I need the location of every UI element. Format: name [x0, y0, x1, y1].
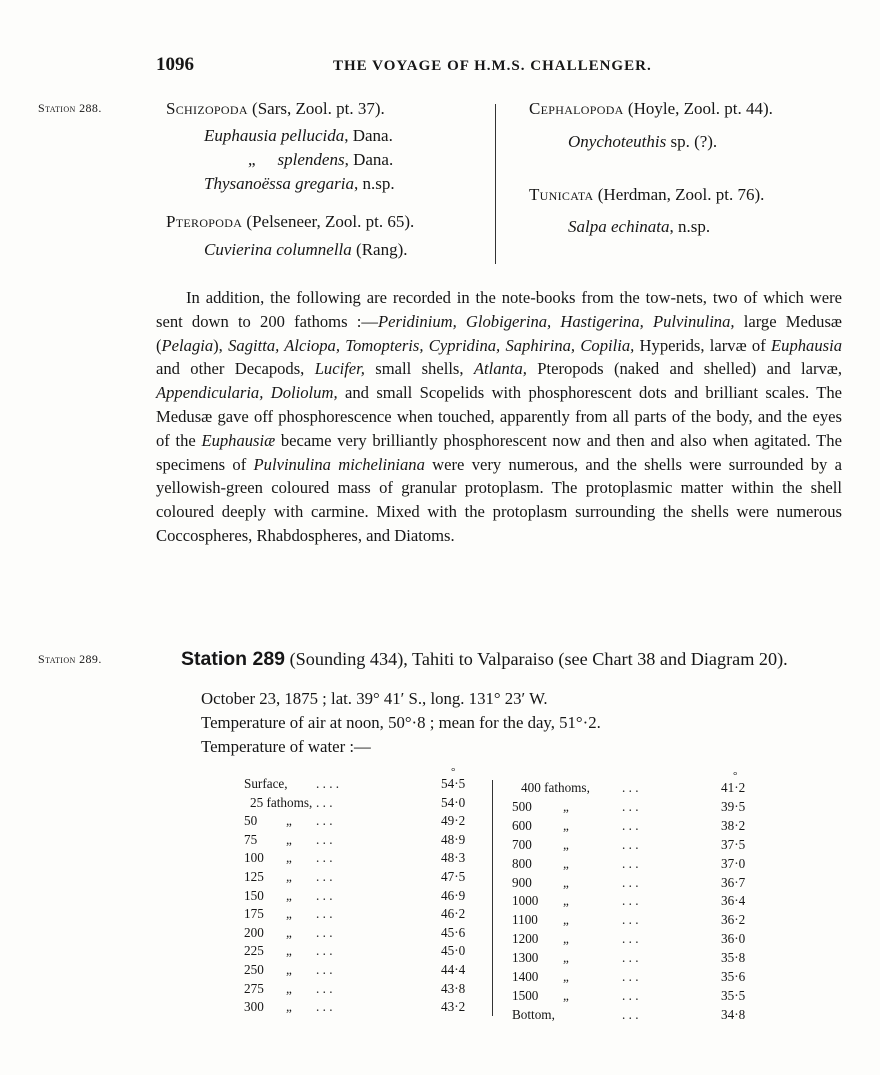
leader-dots: . . .	[622, 912, 639, 928]
species-line	[248, 150, 393, 170]
temperature-cell: 45·0	[441, 943, 466, 959]
species-line	[204, 126, 393, 146]
temperature-cell: 46·9	[441, 887, 466, 903]
group-name: Cephalopoda	[529, 99, 624, 118]
leader-dots: . . .	[316, 869, 333, 884]
depth-cell: Bottom,	[512, 1006, 555, 1022]
temperature-cell: 37·0	[721, 855, 746, 871]
leader-dots: . . .	[622, 780, 639, 795]
ditto-cell: „	[286, 850, 292, 866]
station-heading-bold: Station 289	[181, 648, 286, 670]
species-name: Salpa echinata	[568, 217, 670, 236]
air-temperature-line: Temperature of air at noon, 50°·8 ; mean for the day, 51°·2.	[201, 713, 601, 732]
species-author: , Dana.	[344, 126, 393, 145]
temperature-cell: 36·4	[721, 893, 746, 909]
table-row	[0, 856, 880, 874]
para-italic: Atlanta,	[473, 359, 527, 379]
depth-cell: 175	[244, 906, 264, 922]
temperature-cell: 38·2	[721, 817, 746, 833]
para-text: and other Decapods,	[156, 359, 315, 379]
species-author: sp. (?).	[666, 132, 718, 151]
para-italic: Sagitta, Alciopa, Tomopteris, Cypridina, Saphirina, Copilia,	[228, 335, 635, 355]
table-row	[0, 875, 880, 893]
table-row	[0, 799, 880, 817]
temperature-cell: 46·2	[441, 906, 466, 922]
depth-cell: 225	[244, 943, 264, 959]
ditto-cell: „	[286, 813, 292, 829]
ditto-cell: „	[563, 855, 569, 871]
temperature-cell: 43·2	[441, 999, 466, 1015]
temperature-cell: 45·6	[441, 924, 466, 940]
species-author: (Rang).	[351, 240, 408, 259]
para-text: Pteropods (naked and shelled) and larvæ,	[526, 359, 842, 379]
temperature-cell: 35·5	[721, 987, 746, 1003]
temperature-cell: 49·2	[441, 813, 466, 829]
running-title: THE VOYAGE OF H.M.S. CHALLENGER.	[333, 58, 652, 74]
depth-cell: 600	[512, 817, 532, 833]
ditto-cell: „	[286, 831, 292, 847]
margin-label-station-288: Station 288.	[38, 101, 102, 115]
temperature-cell: 36·2	[721, 912, 746, 928]
ditto-cell: „	[563, 912, 569, 928]
ditto-cell: „	[563, 798, 569, 814]
para-text: ),	[213, 335, 229, 355]
ditto-cell: „	[563, 836, 569, 852]
table-row	[0, 931, 880, 949]
depth-cell: 200	[244, 924, 264, 940]
depth-cell: 1200	[512, 931, 539, 947]
species-name: splendens	[277, 150, 345, 169]
species-name: Thysanoëssa gregaria	[204, 174, 355, 193]
table-divider	[492, 780, 493, 1016]
temperature-cell: 47·5	[441, 869, 466, 884]
para-text: Hyperids, larvæ of	[634, 335, 772, 355]
group-note: (Herdman, Zool. pt. 76).	[593, 185, 765, 204]
leader-dots: . . .	[622, 855, 639, 871]
taxon-tunicata	[529, 185, 764, 205]
para-text: small shells,	[364, 359, 474, 379]
temperature-cell: 37·5	[721, 836, 746, 852]
water-temperature-heading: Temperature of water :—	[201, 737, 371, 756]
date-position-line: October 23, 1875 ; lat. 39° 41′ S., long. 131° 23′ W.	[201, 689, 548, 708]
ditto-cell: „	[563, 969, 569, 984]
ditto-mark: „	[248, 150, 256, 169]
para-italic: Euphausiæ	[201, 430, 276, 450]
para-italic: Peridinium, Globigerina, Hastigerina, Pulvinulina,	[377, 311, 735, 331]
leader-dots: . . .	[316, 943, 333, 959]
leader-dots: . . . .	[316, 776, 340, 791]
temperature-cell: 41·2	[721, 780, 746, 795]
column-divider	[495, 104, 496, 264]
depth-cell: Surface,	[244, 776, 288, 791]
leader-dots: . . .	[622, 1006, 639, 1022]
leader-dots: . . .	[316, 924, 333, 940]
table-row	[0, 969, 880, 987]
depth-cell: 500	[512, 798, 532, 814]
temperature-cell: 34·8	[721, 1006, 746, 1022]
para-text: large Medusæ (	[156, 311, 842, 355]
temperature-cell: 35·8	[721, 950, 746, 966]
temperature-cell: 54·0	[441, 794, 466, 810]
ditto-cell: „	[286, 906, 292, 922]
leader-dots: . . .	[622, 817, 639, 833]
para-italic: Appendicularia, Doliolum,	[156, 383, 338, 403]
species-name: Cuvierina columnella	[204, 240, 352, 259]
page-number: 1096	[156, 54, 194, 75]
leader-dots: . . .	[622, 969, 639, 984]
margin-label-station-289: Station 289.	[38, 652, 102, 666]
leader-dots: . . .	[622, 836, 639, 852]
ditto-cell: „	[286, 869, 292, 884]
species-line	[204, 240, 408, 260]
depth-cell: 700	[512, 836, 532, 852]
depth-cell: 275	[244, 980, 264, 996]
species-author: , Dana.	[344, 150, 394, 169]
group-note: (Pelseneer, Zool. pt. 65).	[242, 212, 415, 231]
temperature-cell: 35·6	[721, 969, 746, 984]
depth-cell: 125	[244, 869, 264, 884]
group-name: Schizopoda	[166, 99, 248, 118]
leader-dots: . . .	[316, 980, 333, 996]
ditto-cell: „	[286, 887, 292, 903]
species-name: Euphausia pellucida	[204, 126, 345, 145]
leader-dots: . . .	[622, 931, 639, 947]
temperature-cell: 36·0	[721, 931, 746, 947]
group-name: Pteropoda	[166, 212, 243, 231]
station-heading-rest: (Sounding 434), Tahiti to Valparaiso (see Chart 38 and Diagram 20).	[285, 649, 788, 669]
tow-net-paragraph	[156, 286, 842, 548]
temperature-cell: 43·8	[441, 980, 466, 996]
ditto-cell: „	[286, 980, 292, 996]
para-italic: Pulvinulina micheliniana	[253, 454, 425, 474]
leader-dots: . . .	[316, 813, 333, 829]
depth-cell: 1000	[512, 893, 539, 909]
table-row	[0, 837, 880, 855]
depth-cell: 250	[244, 962, 264, 977]
ditto-cell: „	[286, 924, 292, 940]
temperature-cell: 39·5	[721, 798, 746, 814]
depth-cell: 900	[512, 874, 532, 890]
leader-dots: . . .	[316, 906, 333, 922]
species-name: Onychoteuthis	[568, 132, 667, 151]
ditto-cell: „	[563, 817, 569, 833]
depth-cell: 1300	[512, 950, 539, 966]
table-row	[0, 950, 880, 968]
leader-dots: . . .	[622, 798, 639, 814]
ditto-cell: „	[563, 987, 569, 1003]
para-text: became very brilliantly phosphorescent now and then and also when agitated. The specimens of	[156, 430, 842, 474]
leader-dots: . . .	[622, 950, 639, 966]
table-row	[0, 893, 880, 911]
para-italic: Euphausia	[771, 335, 843, 355]
table-row	[0, 912, 880, 930]
group-note: (Sars, Zool. pt. 37).	[247, 99, 385, 118]
leader-dots: . . .	[622, 893, 639, 909]
leader-dots: . . .	[316, 962, 333, 977]
species-author: , n.sp.	[354, 174, 395, 193]
leader-dots: . . .	[316, 850, 333, 866]
ditto-cell: „	[563, 950, 569, 966]
temperature-cell: 44·4	[441, 962, 466, 977]
para-text: In addition, the following are recorded in the note-books from the tow-nets, two of which were sent down to 200 fathoms :—	[156, 288, 842, 331]
depth-cell: 100	[244, 850, 264, 866]
table-row	[0, 988, 880, 1006]
taxon-pteropoda	[166, 212, 414, 232]
group-note: (Hoyle, Zool. pt. 44).	[623, 99, 773, 118]
depth-cell: 800	[512, 855, 532, 871]
leader-dots: . . .	[316, 887, 333, 903]
leader-dots: . . .	[316, 999, 333, 1015]
depth-cell: 150	[244, 887, 264, 903]
ditto-cell: „	[563, 931, 569, 947]
depth-cell: 75	[244, 831, 258, 847]
ditto-cell: „	[286, 999, 292, 1015]
depth-cell: 1100	[512, 912, 538, 928]
species-line	[568, 132, 717, 152]
depth-cell: 400 fathoms,	[521, 780, 590, 795]
temperature-cell: 54·5	[441, 776, 466, 791]
leader-dots: . . .	[622, 987, 639, 1003]
ditto-cell: „	[286, 943, 292, 959]
table-row	[0, 818, 880, 836]
temperature-cell: 48·9	[441, 831, 466, 847]
station-289-heading	[181, 648, 788, 671]
depth-cell: 50	[244, 813, 258, 829]
taxon-schizopoda	[166, 99, 385, 119]
taxon-cephalopoda	[529, 99, 773, 119]
leader-dots: . . .	[316, 794, 333, 810]
degree-mark: °	[451, 766, 456, 778]
temperature-cell: 36·7	[721, 874, 746, 890]
ditto-cell: „	[563, 893, 569, 909]
ditto-cell: „	[563, 874, 569, 890]
para-text: were very numerous, and the shells were surrounded by a yellowish-green coloured mass of granular protoplasm. The protoplasmic matter within the shell coloured deeply with carmine. Mixed with the protoplasm surrounding the shells were numerous Coccospheres, Rhabdospheres, and Diatoms.	[156, 454, 842, 545]
depth-cell: 1400	[512, 969, 539, 984]
depth-cell: 300	[244, 999, 264, 1015]
depth-cell: 1500	[512, 987, 539, 1003]
group-name: Tunicata	[529, 185, 594, 204]
para-italic: Lucifer,	[314, 359, 365, 379]
species-line	[204, 174, 395, 194]
degree-mark: °	[733, 770, 738, 782]
table-row	[0, 1007, 880, 1025]
depth-cell: 25 fathoms,	[250, 794, 313, 810]
table-row	[0, 780, 880, 798]
para-italic: Pelagia	[161, 335, 214, 355]
temperature-cell: 48·3	[441, 850, 466, 866]
para-text: and small Scopelids with phosphorescent dots and brilliant scales. The Medusæ gave off phosphorescence when touched, apparently from all parts of the body, and the eyes of the	[156, 383, 842, 450]
species-line	[568, 217, 710, 237]
species-author: , n.sp.	[669, 217, 711, 236]
leader-dots: . . .	[316, 831, 333, 847]
leader-dots: . . .	[622, 874, 639, 890]
ditto-cell: „	[286, 962, 292, 977]
